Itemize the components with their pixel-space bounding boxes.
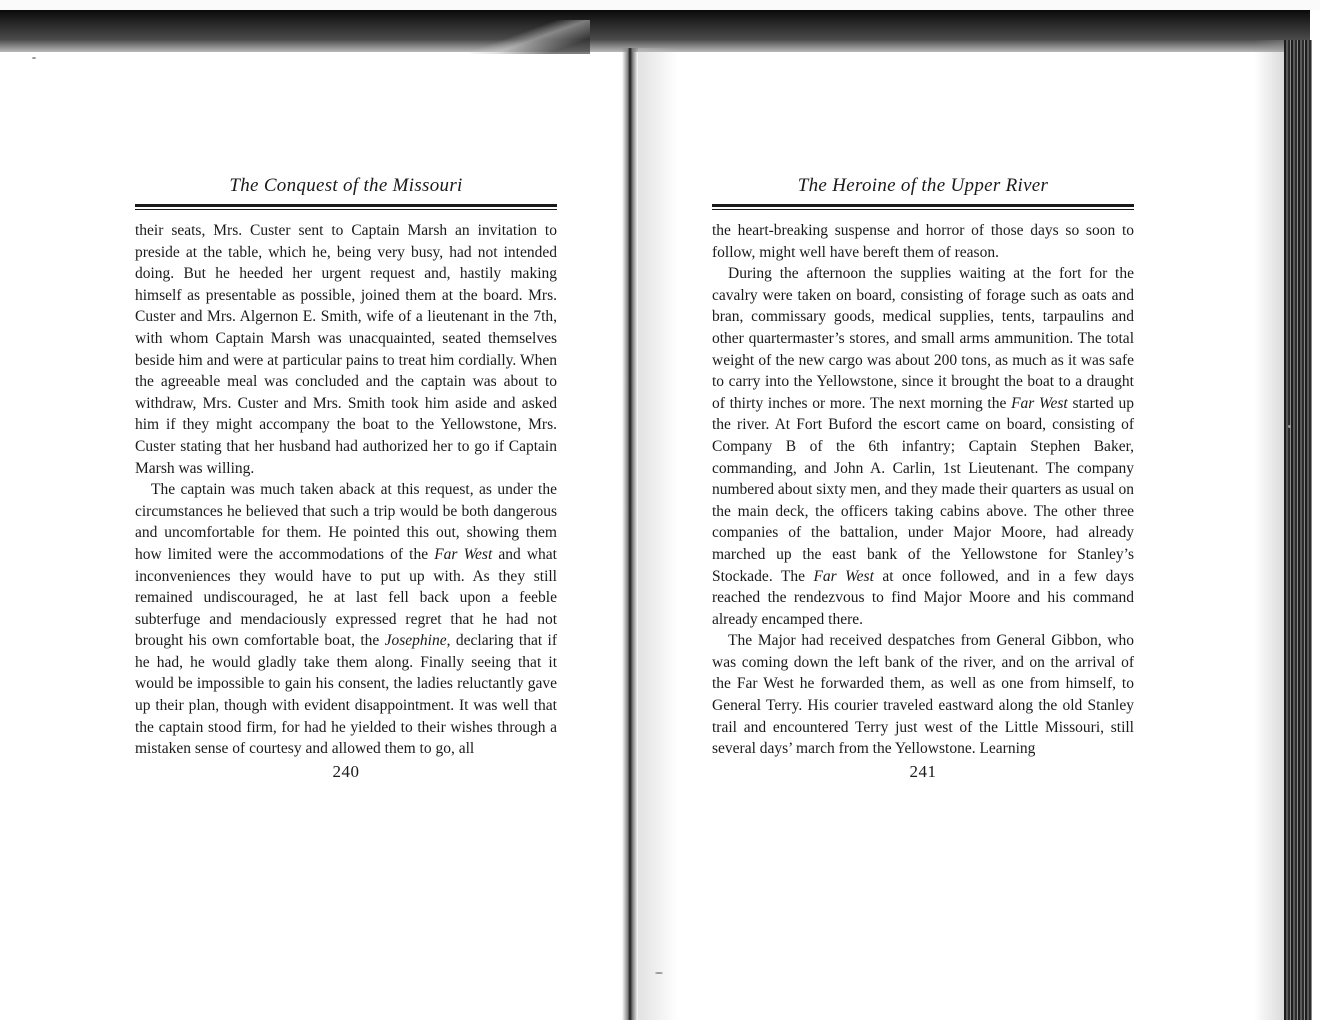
text-run: The Major had received despatches from General Gibbon, who was coming down the left bank of the river, and on the arrival of the Far West he forwarded them, as well as one from himself, to General Terry. His courier traveled eastward along the old Stanley trail and encountered Terry just west of the Little Missouri, still several days’ march from the Yellowstone. Learning (712, 632, 1134, 758)
header-rule-thin (712, 209, 1134, 210)
text-run: During the afternoon the supplies waiting at the fort for the cavalry were taken on board, consisting of forage such as oats and bran, commissary goods, medical supplies, tents, tarpaulins and other quartermaster’s stores, and small arms ammunition. The total weight of the new cargo was about 200 tons, as much as it was safe to carry into the Yellowstone, since it brought the boat to a draught of thirty inches or more. The next morning the (712, 265, 1134, 412)
header-rule (712, 204, 1134, 207)
text-run: the heart-breaking suspense and horror of those days so soon to follow, might well have bereft them of reason. (712, 222, 1134, 261)
text-run: started up the river. At Fort Buford the escort came on board, consisting of Company B of the 6th infantry; Captain Stephen Baker, commanding, and John A. Carlin, 1st Lieutenant. The company numbered about sixty men, and they made their quarters as usual on the main deck, the officers taking cabins above. The other three companies of the battalion, under Major Moore, had already marched up the east bank of the Yellowstone for Stanley’s Stockade. The (712, 394, 1134, 585)
paragraph (712, 630, 1134, 760)
book-gutter (622, 48, 638, 1020)
paragraph (712, 263, 1134, 630)
text-run: at once followed, and in a few days reached the rendezvous to find Major Moore and his command already encamped there. (712, 567, 1134, 628)
header-rule (135, 204, 557, 207)
italic-text: Far West (1011, 394, 1068, 412)
right-page-number: 241 (909, 761, 937, 781)
left-body-text (135, 220, 557, 760)
left-running-head: The Conquest of the Missouri (229, 175, 463, 196)
italic-text: Far West (813, 567, 874, 585)
right-body-text (712, 220, 1134, 760)
gutter-shadow (638, 48, 678, 1020)
scan-speck (32, 57, 36, 59)
left-page (135, 170, 557, 782)
right-running-head: The Heroine of the Upper River (797, 175, 1049, 196)
scan-speck (655, 972, 663, 974)
text-run: their seats, Mrs. Custer sent to Captain Marsh an invitation to preside at the table, which he, being very busy, had not intended doing. But he heeded her urgent request and, hastily making himself as presentable as possible, joined them at the board. Mrs. Custer and Mrs. Algernon E. Smith, wife of a lieutenant in the 7th, with whom Captain Marsh was unacquainted, seated themselves beside him and were at particular pains to treat him cordially. When the agreeable meal was concluded and the captain was about to withdraw, Mrs. Custer and Mrs. Smith took him aside and asked him if they might accompany the boat to the Yellowstone, Mrs. Custer stating that her husband had authorized her to go if Captain Marsh was willing. (135, 222, 557, 477)
text-run: and what inconveniences they would have to put up with. As they still remained undiscouraged, he at last fell back upon a feeble subterfuge and mendaciously expressed regret that he had not brought his own comfortable boat, the (135, 545, 557, 650)
text-run: , declaring that if he had, he would gladly take them along. Finally seeing that it would be impossible to gain his consent, the ladies reluctantly gave up their plan, though with evident disappointment. It was well that the captain stood firm, for had he yielded to their wishes through a mistaken sense of courtesy and allowed them to go, all (135, 632, 557, 758)
scan-top-margin (0, 0, 1320, 10)
right-page (712, 170, 1134, 782)
left-page-number: 240 (332, 761, 360, 781)
text-run: The captain was much taken aback at this request, as under the circumstances he believed that such a trip would be both dangerous and uncomfortable for them. He pointed this out, showing them how limited were the accommodations of the (135, 481, 557, 563)
paragraph (135, 220, 557, 479)
scan-top-shadow (0, 10, 1310, 52)
italic-text: Far West (434, 545, 493, 563)
scan-right-edge (1284, 40, 1312, 1020)
italic-text: Josephine (384, 632, 447, 650)
header-rule-thin (135, 209, 557, 210)
paragraph (135, 479, 557, 760)
paragraph (712, 220, 1134, 263)
scan-right-shadow (1254, 40, 1284, 1020)
scan-page-fold (470, 20, 590, 54)
scan-speck (1288, 425, 1291, 428)
